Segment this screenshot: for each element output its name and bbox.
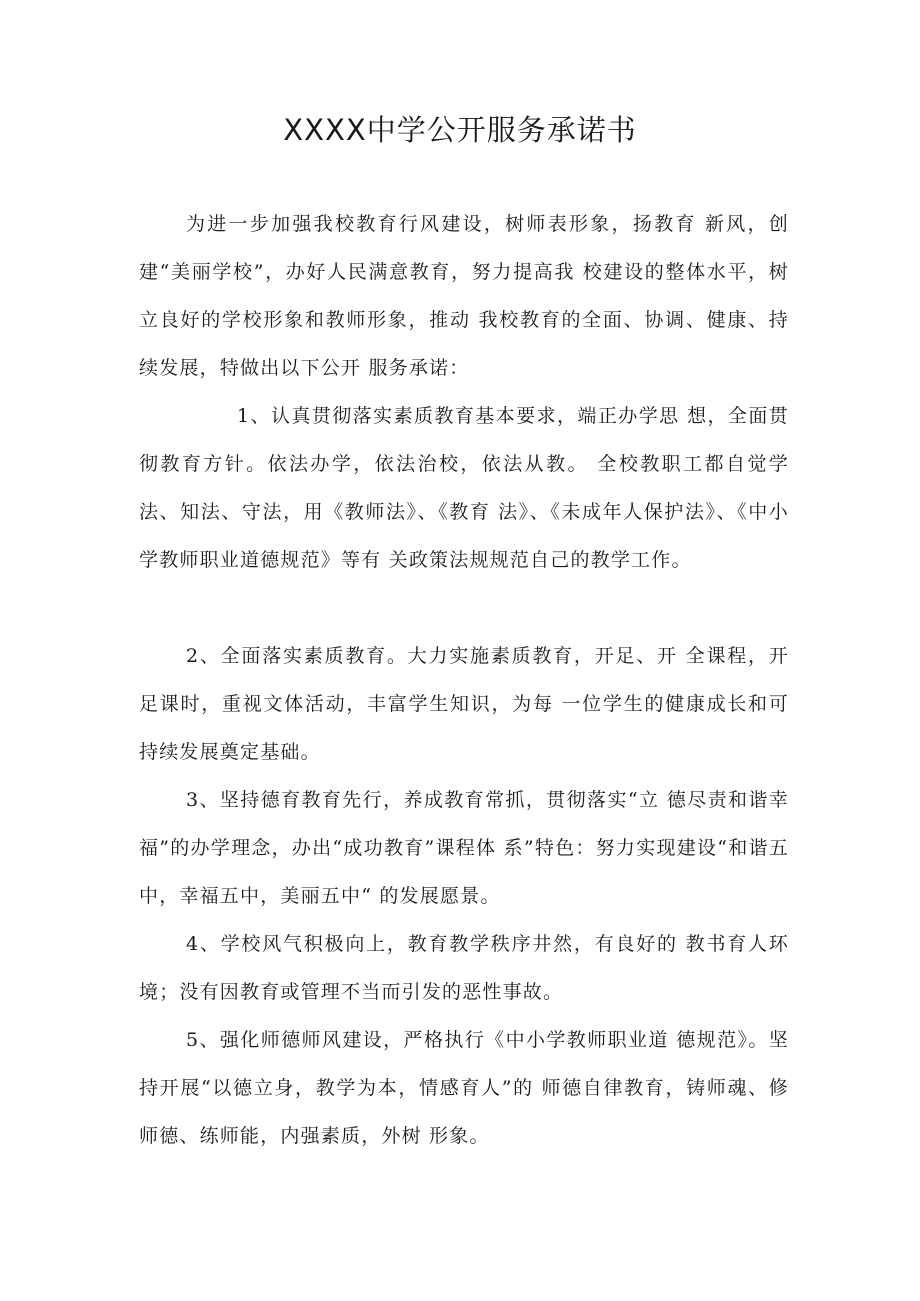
commitment-paragraph-3: 3、坚持德育教育先行，养成教育常抓，贯彻落实“立 德尽责和谐幸福”的办学理念，办出“成功教育”课程体 系”特色：努力实现建设“和谐五中，幸福五中，美丽五中“ 的发展愿景。 xyxy=(139,789,789,907)
commitment-paragraph-4: 4、学校风气积极向上，教育教学秩序井然，有良好的 教书育人环境；没有因教育或管理不当而引发的恶性事故。 xyxy=(139,933,789,1003)
commitment-paragraph-1: 1、认真贯彻落实素质教育基本要求，端正办学思 想，全面贯彻教育方针。依法办学，依法治校，依法从教。 全校教职工都自觉学法、知法、守法，用《教师法》、《教育 法》、《未成年人保护法》、《中小学教师职业道德规范》等有 关政策法规规范自己的教学工作。 xyxy=(139,405,789,571)
commitment-paragraph-5: 5、强化师德师风建设，严格执行《中小学教师职业道 德规范》。坚持开展“以德立身，教学为本，情感育人”的 师德自律教育，铸师魂、修师德、练师能，内强素质，外树 形象。 xyxy=(139,1029,789,1147)
commitment-paragraph-2: 2、全面落实素质教育。大力实施素质教育，开足、开 全课程，开足课时，重视文体活动，丰富学生知识，为每 一位学生的健康成长和可持续发展奠定基础。 xyxy=(139,645,789,763)
intro-paragraph: 为进一步加强我校教育行风建设，树师表形象，扬教育 新风，创建“美丽学校”，办好人民满意教育，努力提高我 校建设的整体水平，树立良好的学校形象和教师形象，推动 我校教育的全面、协调、健康、持续发展，特做出以下公开 服务承诺： xyxy=(139,213,789,379)
document-title: XXXX中学公开服务承诺书 xyxy=(283,113,637,147)
